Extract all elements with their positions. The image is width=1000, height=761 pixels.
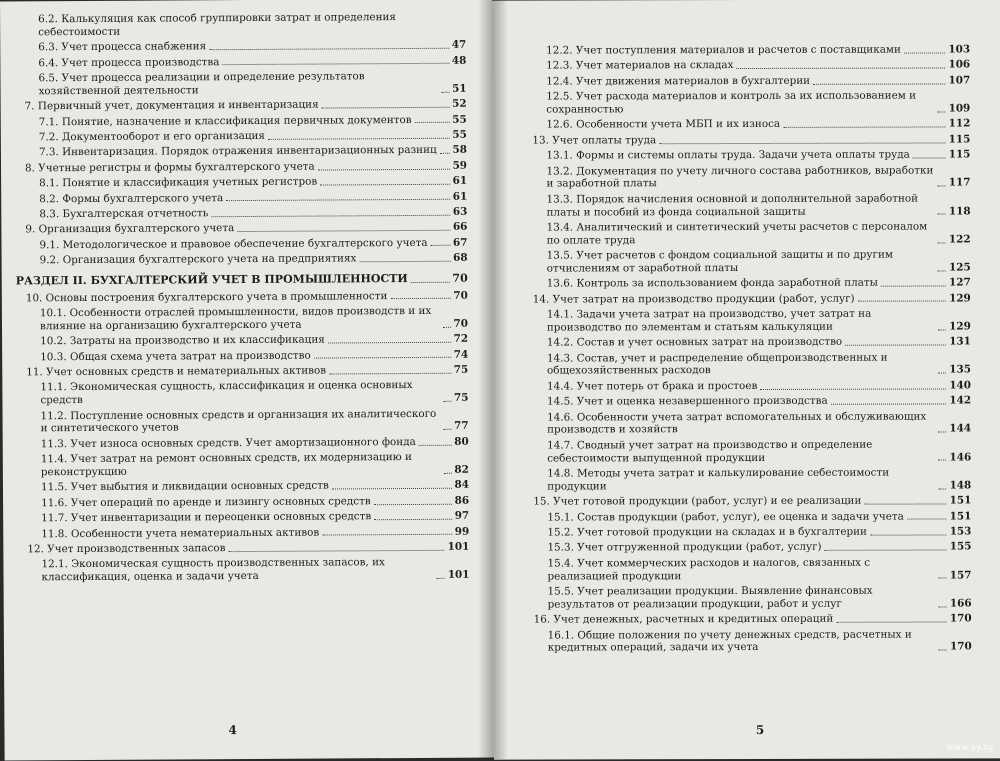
toc-entry-title: 9. Организация бухгалтерского учета <box>25 222 235 236</box>
toc-entry-title: 13.2. Документация по учету личного состава работников, выработки и заработной платы <box>546 164 934 190</box>
toc-entry <box>523 336 971 350</box>
toc-entry <box>522 118 970 132</box>
dot-leader <box>440 153 450 154</box>
toc-entry <box>522 43 970 57</box>
toc-entry <box>522 59 970 73</box>
page-number: 4 <box>228 723 237 738</box>
toc-entry-page: 75 <box>453 391 469 404</box>
toc-entry <box>14 39 466 55</box>
dot-leader <box>659 142 945 144</box>
toc-entry-page: 101 <box>447 540 470 553</box>
toc-entry-page: 84 <box>454 479 470 492</box>
watermark: www.ay.by <box>946 743 994 753</box>
toc-entry-title: 8. Учетные регистры и формы бухгалтерского учета <box>24 160 315 175</box>
toc-entry-page: 99 <box>454 525 470 538</box>
toc-entry-title: 6.2. Калькуляция как способ группировки затрат и определения себестоимости <box>38 11 397 39</box>
toc-entry <box>16 252 468 268</box>
dot-leader <box>431 245 450 246</box>
toc-entry <box>17 451 469 479</box>
dot-leader <box>864 503 946 504</box>
toc-entry-page: 170 <box>949 612 972 625</box>
toc-entry <box>17 541 469 557</box>
dot-leader <box>329 373 451 375</box>
toc-entry-page: 118 <box>948 204 971 217</box>
dot-leader <box>913 157 946 158</box>
toc-entry-page: 52 <box>452 97 467 110</box>
dot-leader <box>322 534 452 536</box>
dot-leader <box>939 578 947 579</box>
toc-entry-title: 11.8. Особенности учета нематериальных активов <box>41 526 320 540</box>
toc-entry <box>17 435 469 451</box>
toc-entry <box>522 74 970 88</box>
toc-entry-title: РАЗДЕЛ II. БУХГАЛТЕРСКИЙ УЧЕТ В ПРОМЫШЛЕННОСТИ <box>15 271 408 288</box>
toc-entry-title: 14.6. Особенности учета затрат вспомогательных и обслуживающих производств и хозяйств <box>547 410 927 436</box>
toc-entry-title: 14.2. Состав и учет основных затрат на производство <box>546 335 843 349</box>
toc-entry-title: 14.3. Состав, учет и распределение общепроизводственных и общехозяйственных расходов <box>546 351 888 377</box>
toc-entry-title: 7.1. Понятие, назначение и классификация первичных документов <box>38 113 412 128</box>
toc-entry-page: 61 <box>452 174 468 187</box>
toc-entry-page: 129 <box>949 292 971 305</box>
toc-entry <box>523 410 971 437</box>
toc-entry <box>17 407 469 435</box>
toc-entry <box>14 54 466 70</box>
table-of-contents <box>522 43 972 654</box>
toc-entry-title: 15.4. Учет коммерческих расходов и налогов, связанных с реализацией продукции <box>547 556 871 583</box>
toc-entry <box>16 333 468 349</box>
dot-leader <box>938 432 946 433</box>
toc-entry-page: 82 <box>454 463 469 476</box>
dot-leader <box>443 401 451 402</box>
toc-entry <box>15 236 467 252</box>
toc-entry <box>523 277 971 291</box>
toc-entry-page: 47 <box>451 38 467 51</box>
toc-entry-title: 13.4. Аналитический и синтетический учеты расчетов с персоналом по оплате труда <box>546 220 928 247</box>
toc-entry <box>523 495 971 509</box>
toc-entry <box>523 466 971 493</box>
toc-entry <box>17 494 469 510</box>
toc-entry-page: 140 <box>949 379 972 392</box>
dot-leader <box>226 199 450 201</box>
toc-entry-title: 12.6. Особенности учета МБП и их износа <box>546 118 781 131</box>
dot-leader <box>760 388 946 389</box>
toc-entry-page: 55 <box>452 128 467 141</box>
toc-entry-page: 109 <box>948 102 971 115</box>
toc-entry-title: 15.3. Учет отгруженной продукции (работ, услуг) <box>547 541 822 554</box>
toc-entry <box>15 98 467 114</box>
toc-entry-page: 51 <box>452 82 467 95</box>
toc-entry-page: 48 <box>451 54 467 67</box>
toc-entry-page: 59 <box>452 159 468 172</box>
dot-leader <box>845 345 946 346</box>
toc-entry-title: 12.3. Учет материалов на складах <box>546 59 734 72</box>
toc-entry <box>15 129 467 145</box>
toc-entry <box>15 221 467 237</box>
toc-entry-title: 10.1. Особенности отраслей промышленности, видов производств и их влияние на организацию бухгалтерского учета <box>39 304 432 333</box>
dot-leader <box>736 68 945 70</box>
toc-entry-title: 11.4. Учет затрат на ремонт основных средств, их модернизацию и реконструкцию <box>40 451 412 479</box>
toc-entry-page: 67 <box>452 236 468 249</box>
toc-entry-title: 16. Учет денежных, расчетных и кредитных операций <box>533 612 834 626</box>
toc-entry <box>523 292 971 306</box>
toc-entry <box>523 438 971 465</box>
toc-entry-title: 11.5. Учет выбытия и ликвидации основных средств <box>40 479 329 494</box>
toc-entry-page: 170 <box>949 640 972 653</box>
toc-entry-title: 6.4. Учет процесса производства <box>38 55 220 69</box>
toc-entry <box>523 510 971 524</box>
toc-entry-page: 142 <box>949 394 972 407</box>
toc-entry <box>522 90 970 117</box>
toc-entry-title: 10. Основы построения бухгалтерского учета в промышленности <box>25 289 388 305</box>
toc-entry-title: 11.7. Учет инвентаризации и переоценки основных средств <box>41 510 372 525</box>
toc-entry-title: 8.1. Понятие и классификация учетных регистров <box>39 175 318 190</box>
toc-entry-page: 151 <box>949 509 972 523</box>
toc-entry-title: 13. Учет оплаты труда <box>532 133 657 147</box>
toc-entry-title: 14.4. Учет потерь от брака и простоев <box>546 379 758 393</box>
dot-leader <box>907 519 947 520</box>
toc-entry-title: 13.3. Порядок начисления основной и дополнительной заработной платы и пособий из фонда социальной защиты <box>546 192 919 219</box>
toc-entry <box>523 220 971 247</box>
toc-entry-title: 10.2. Затраты на производство и их классификация <box>40 333 325 348</box>
toc-entry-title: 11.2. Поступление основных средств и организация их аналитического и синтетического учетов <box>40 407 437 435</box>
toc-entry-page: 129 <box>949 320 971 333</box>
toc-entry-title: 10.3. Общая схема учета затрат на производство <box>40 349 311 363</box>
dot-leader <box>415 122 450 123</box>
toc-entry-page: 70 <box>453 317 469 330</box>
toc-entry-title: 12.4. Учет движения материалов в бухгалтерии <box>546 74 811 88</box>
toc-entry-title: 13.6. Контроль за использованием фонда заработной платы <box>546 276 878 290</box>
toc-entry-title: 12.5. Учет расхода материалов и контроль за их использованием и сохранностью <box>546 89 917 116</box>
toc-entry-page: 68 <box>453 251 468 264</box>
dot-leader <box>870 534 947 535</box>
toc-entry <box>523 541 971 555</box>
toc-entry-page: 135 <box>949 363 971 376</box>
toc-entry-page: 115 <box>948 148 971 161</box>
toc-entry-page: 151 <box>949 494 972 507</box>
toc-entry-title: 8.3. Бухгалтерская отчетность <box>39 207 209 221</box>
toc-entry-title: 14.5. Учет и оценка незавершенного производства <box>547 395 828 408</box>
dot-leader <box>939 488 947 489</box>
dot-leader <box>783 127 946 128</box>
toc-entry <box>15 190 467 206</box>
dot-leader <box>938 111 946 112</box>
toc-entry <box>523 525 971 539</box>
dot-leader <box>228 550 444 552</box>
toc-entry-page: 86 <box>454 494 470 507</box>
toc-entry <box>16 364 468 380</box>
toc-entry-title: 7.3. Инвентаризация. Порядок отражения инвентаризационных разниц <box>38 144 437 159</box>
toc-entry-page: 63 <box>452 205 468 218</box>
toc-entry-title: 15. Учет готовой продукции (работ, услуг) и ее реализации <box>533 494 862 508</box>
dot-leader <box>437 578 445 579</box>
toc-entry-page: 61 <box>452 190 468 203</box>
toc-entry-title: 9.1. Методологическое и правовое обеспечение бухгалтерского учета <box>39 236 428 251</box>
toc-entry-title: 12.1. Экономическая сущность производственных запасов, их классификация, оценка и задачи учета <box>41 556 385 584</box>
section-heading <box>16 273 468 289</box>
toc-entry <box>14 70 466 98</box>
toc-entry <box>15 144 467 160</box>
toc-entry-title: 14.8. Методы учета затрат и калькулирование себестоимости продукции <box>547 466 890 493</box>
dot-leader <box>222 63 448 65</box>
toc-entry <box>15 175 467 191</box>
toc-entry-title: 16.1. Общие положения по учету денежных средств, расчетных и кредитных операций, задачи их учета <box>547 628 912 654</box>
toc-entry <box>14 11 466 39</box>
toc-entry-page: 117 <box>948 176 971 189</box>
toc-entry-page: 148 <box>949 479 972 492</box>
toc-entry-title: 8.2. Формы бухгалтерского учета <box>39 191 224 205</box>
toc-entry-page: 70 <box>453 289 468 302</box>
dot-leader <box>938 242 946 243</box>
toc-entry-page: 155 <box>949 540 972 553</box>
toc-entry <box>16 348 468 364</box>
toc-entry-title: 7. Первичный учет, документация и инвентаризация <box>24 98 319 113</box>
toc-entry <box>523 351 971 378</box>
dot-leader <box>332 488 452 490</box>
toc-entry-page: 58 <box>452 143 467 157</box>
toc-entry <box>17 479 469 495</box>
dot-leader <box>237 230 450 232</box>
dot-leader <box>938 214 946 215</box>
toc-entry <box>17 510 469 526</box>
dot-leader <box>904 52 946 53</box>
toc-entry <box>15 113 467 129</box>
toc-entry-page: 146 <box>949 451 972 464</box>
toc-entry-page: 115 <box>948 133 971 146</box>
dot-leader <box>314 357 451 359</box>
dot-leader <box>825 550 947 551</box>
right-page <box>492 0 1000 760</box>
toc-entry-page: 125 <box>948 261 971 274</box>
toc-entry-page: 55 <box>452 113 467 126</box>
toc-entry-page: 127 <box>949 276 971 289</box>
toc-entry-title: 7.2. Документооборот и его организация <box>38 129 266 144</box>
toc-entry-title: 11.3. Учет износа основных средств. Учет амортизационного фонда <box>40 435 416 451</box>
toc-entry-title: 15.1. Состав продукции (работ, услуг), ее оценка и задачи учета <box>547 510 904 524</box>
dot-leader <box>858 301 946 302</box>
toc-entry-page: 101 <box>447 568 470 581</box>
toc-entry-page: 131 <box>949 335 971 348</box>
dot-leader <box>938 329 946 330</box>
toc-entry <box>524 584 972 611</box>
toc-entry <box>524 628 972 655</box>
toc-entry-page: 122 <box>948 233 971 246</box>
toc-entry-page: 77 <box>454 420 469 433</box>
toc-entry-page: 70 <box>452 271 468 285</box>
toc-entry <box>16 305 468 333</box>
dot-leader <box>938 270 946 271</box>
dot-leader <box>211 214 449 216</box>
toc-entry-title: 15.2. Учет готовой продукции на складах и в бухгалтерии <box>547 525 867 539</box>
toc-entry <box>523 556 971 583</box>
toc-entry-title: 13.1. Формы и системы оплаты труда. Задачи учета оплаты труда <box>546 148 910 162</box>
toc-entry <box>524 613 972 627</box>
dot-leader <box>443 326 451 327</box>
toc-entry-title: 11.6. Учет операций по аренде и лизингу основных средств <box>41 494 371 510</box>
dot-leader <box>939 606 947 607</box>
dot-leader <box>938 186 946 187</box>
dot-leader <box>209 48 449 50</box>
toc-entry-page: 107 <box>948 74 971 87</box>
dot-leader <box>441 91 449 92</box>
toc-entry <box>522 133 970 147</box>
toc-entry <box>523 249 971 276</box>
toc-entry <box>17 556 469 584</box>
left-page <box>0 0 497 760</box>
toc-entry-title: 14.1. Задачи учета затрат на производство, учет затрат на производство по элементам и статьям калькуляции <box>546 307 872 334</box>
dot-leader <box>328 342 451 344</box>
toc-entry-title: 9.2. Организация бухгалтерского учета на предприятиях <box>39 252 357 267</box>
toc-entry-title: 14. Учет затрат на производство продукции (работ, услуг) <box>532 292 855 306</box>
toc-entry <box>523 307 971 334</box>
page-number: 5 <box>755 722 765 737</box>
dot-leader <box>939 460 947 461</box>
toc-entry-title: 12.2. Учет поступления материалов и расчетов с поставщиками <box>546 43 901 57</box>
toc-entry <box>17 525 469 541</box>
dot-leader <box>411 281 450 282</box>
toc-entry <box>522 149 970 163</box>
toc-entry-title: 11. Учет основных средств и нематериальных активов <box>26 364 327 379</box>
toc-entry-page: 166 <box>949 597 972 610</box>
toc-entry-page: 112 <box>948 117 971 130</box>
dot-leader <box>374 503 452 504</box>
toc-entry-title: 12. Учет производственных запасов <box>27 542 226 556</box>
toc-entry-page: 80 <box>454 435 469 448</box>
dot-leader <box>443 429 451 430</box>
toc-entry-page: 74 <box>453 348 469 361</box>
dot-leader <box>938 373 946 374</box>
toc-entry-title: 6.5. Учет процесса реализации и определение результатов хозяйственной деятельности <box>38 70 365 98</box>
dot-leader <box>813 83 945 84</box>
toc-entry-page: 106 <box>948 58 971 71</box>
toc-entry-title: 13.5. Учет расчетов с фондом социальной защиты и по другим отчислениям от заработной платы <box>546 248 893 275</box>
toc-entry-title: 11.1. Экономическая сущность, классификация и оценка основных средств <box>40 379 413 407</box>
toc-entry-page: 97 <box>454 509 470 522</box>
dot-leader <box>443 473 451 474</box>
toc-entry-page: 157 <box>949 568 972 581</box>
dot-leader <box>831 403 947 404</box>
toc-entry-page: 66 <box>452 220 468 234</box>
dot-leader <box>322 107 450 109</box>
toc-entry <box>523 192 971 219</box>
table-of-contents <box>14 11 469 585</box>
toc-entry <box>16 379 468 407</box>
dot-leader <box>359 261 450 263</box>
toc-entry-page: 103 <box>948 43 971 56</box>
dot-leader <box>419 444 451 445</box>
toc-entry-page: 72 <box>453 332 469 345</box>
toc-entry <box>15 159 467 175</box>
toc-entry-title: 14.7. Сводный учет затрат на производство и определение себестоимости выпущенной продукции <box>547 438 873 465</box>
dot-leader <box>836 621 947 622</box>
toc-entry-page: 153 <box>949 525 972 538</box>
toc-entry-title: 6.3. Учет процесса снабжения <box>38 40 207 54</box>
toc-entry <box>522 164 970 191</box>
toc-entry-page: 144 <box>949 422 972 435</box>
dot-leader <box>320 184 449 186</box>
dot-leader <box>390 298 450 299</box>
toc-entry <box>16 289 468 305</box>
dot-leader <box>881 286 946 287</box>
toc-entry <box>523 379 971 393</box>
dot-leader <box>374 519 451 520</box>
toc-entry-page: 75 <box>453 363 469 376</box>
dot-leader <box>939 650 947 651</box>
toc-entry <box>15 206 467 222</box>
dot-leader <box>318 168 450 170</box>
toc-entry-title: 15.5. Учет реализации продукции. Выявление финансовых результатов от реализации продукции, работ и услуг <box>547 584 873 611</box>
dot-leader <box>268 137 449 139</box>
toc-entry <box>523 395 971 409</box>
